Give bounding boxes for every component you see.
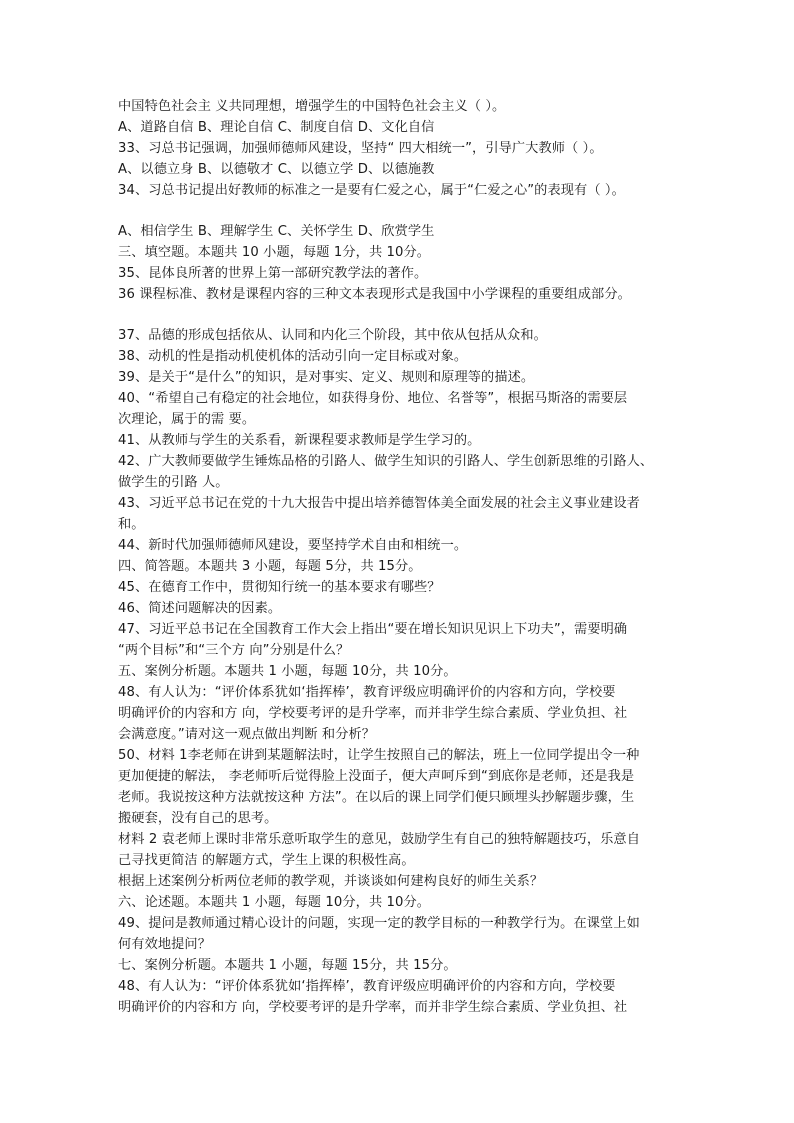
text-line: 37、品德的形成包括依从、认同和内化三个阶段，其中依从包括从众和。 [118,328,547,343]
text-line: 搬硬套，没有自己的思考。 [118,811,278,826]
text-line: 44、新时代加强师德师风建设，要坚持学术自由和相统一。 [118,538,468,553]
section-heading: 四、简答题。本题共 3 小题，每题 5分，共 15分。 [118,559,422,574]
text-line: 45、在德育工作中，贯彻知行统一的基本要求有哪些？ [118,580,441,595]
text-line: A、道路自信 B、理论自信 C、制度自信 D、文化自信 [118,120,435,135]
text-line: 34、习总书记提出好教师的标准之一是要有仁爱之心，属于“仁爱之心”的表现有（ ）。 [118,183,625,198]
section-heading: 七、案例分析题。本题共 1 小题，每题 15分，共 15分。 [118,958,457,973]
section-heading: 三、填空题。本题共 10 小题，每题 1分，共 10分。 [118,245,431,260]
text-line: 48、有人认为：“评价体系犹如‘指挥棒’，教育评级应明确评价的内容和方向，学校要 [118,979,616,994]
section-heading: 六、论述题。本题共 1 小题，每题 10分，共 10分。 [118,895,431,910]
text-line: 46、简述问题解决的因素。 [118,601,282,616]
text-line: 40、“希望自己有稳定的社会地位，如获得身份、地位、名誉等”，根据马斯洛的需要层 [118,391,628,406]
text-line: 33、习总书记强调，加强师德师风建设，坚持“ 四大相统一”，引导广大教师（ ）。 [118,141,603,156]
text-line: 47、习近平总书记在全国教育工作大会上指出“要在增长知识见识上下功夫”，需要明确 [118,622,628,637]
text-line: 做学生的引路 人。 [118,475,229,490]
text-line: A、相信学生 B、理解学生 C、关怀学生 D、欣赏学生 [118,224,435,239]
text-line: 35、昆体良所著的世界上第一部研究教学法的著作。 [118,266,428,281]
text-line: 老师。我说按这种方法就按这种 方法”。在以后的课上同学们便只顾埋头抄解题步骤，生 [118,790,635,805]
text-line: 材料 2 袁老师上课时非常乐意听取学生的意见，鼓励学生有自己的独特解题技巧，乐意自 [118,832,640,847]
text-line: 明确评价的内容和方 向，学校要考评的是升学率，而并非学生综合素质、学业负担、社 [118,1000,628,1015]
text-line: 明确评价的内容和方 向，学校要考评的是升学率，而并非学生综合素质、学业负担、社 [118,706,628,721]
text-line: 41、从教师与学生的关系看，新课程要求教师是学生学习的。 [118,433,481,448]
text-line: 42、广大教师要做学生锤炼品格的引路人、做学生知识的引路人、学生创新思维的引路人、 [118,454,654,469]
text-line: A、以德立身 B、以德敬才 C、以德立学 D、以德施教 [118,162,435,177]
text-line: 中国特色社会主 义共同理想，增强学生的中国特色社会主义（ ）。 [118,99,506,114]
text-line: 何有效地提问？ [118,937,212,952]
text-line: “两个目标”和“三个方 向”分别是什么？ [118,643,350,658]
text-line: 和。 [118,517,145,532]
text-line: 更加便捷的解法， 李老师听后觉得脸上没面子，便大声呵斥到“到底你是老师，还是我是 [118,769,635,784]
text-line: 48、有人认为：“评价体系犹如‘指挥棒’，教育评级应明确评价的内容和方向，学校要 [118,685,616,700]
text-line: 50、材料 1李老师在讲到某题解法时，让学生按照自己的解法，班上一位同学提出令一种 [118,748,640,763]
text-line: 己寻找更简洁 的解题方式，学生上课的积极性高。 [118,853,415,868]
section-heading: 五、案例分析题。本题共 1 小题，每题 10分，共 10分。 [118,664,457,679]
text-line: 49、提问是教师通过精心设计的问题，实现一定的教学目标的一种教学行为。在课堂上如 [118,916,640,931]
text-line: 次理论，属于的需 要。 [118,412,256,427]
text-line: 会满意度。”请对这一观点做出判断 和分析？ [118,727,376,742]
text-line: 43、习近平总书记在党的十九大报告中提出培养德智体美全面发展的社会主义事业建设者 [118,496,640,511]
text-line: 39、是关于“是什么”的知识，是对事实、定义、规则和原理等的描述。 [118,370,535,385]
text-line: 根据上述案例分析两位老师的教学观，并谈谈如何建构良好的师生关系？ [118,874,544,889]
text-line: 36 课程标准、教材是课程内容的三种文本表现形式是我国中小学课程的重要组成部分。 [118,287,631,302]
text-line: 38、动机的性是指动机使机体的活动引向一定目标或对象。 [118,349,468,364]
